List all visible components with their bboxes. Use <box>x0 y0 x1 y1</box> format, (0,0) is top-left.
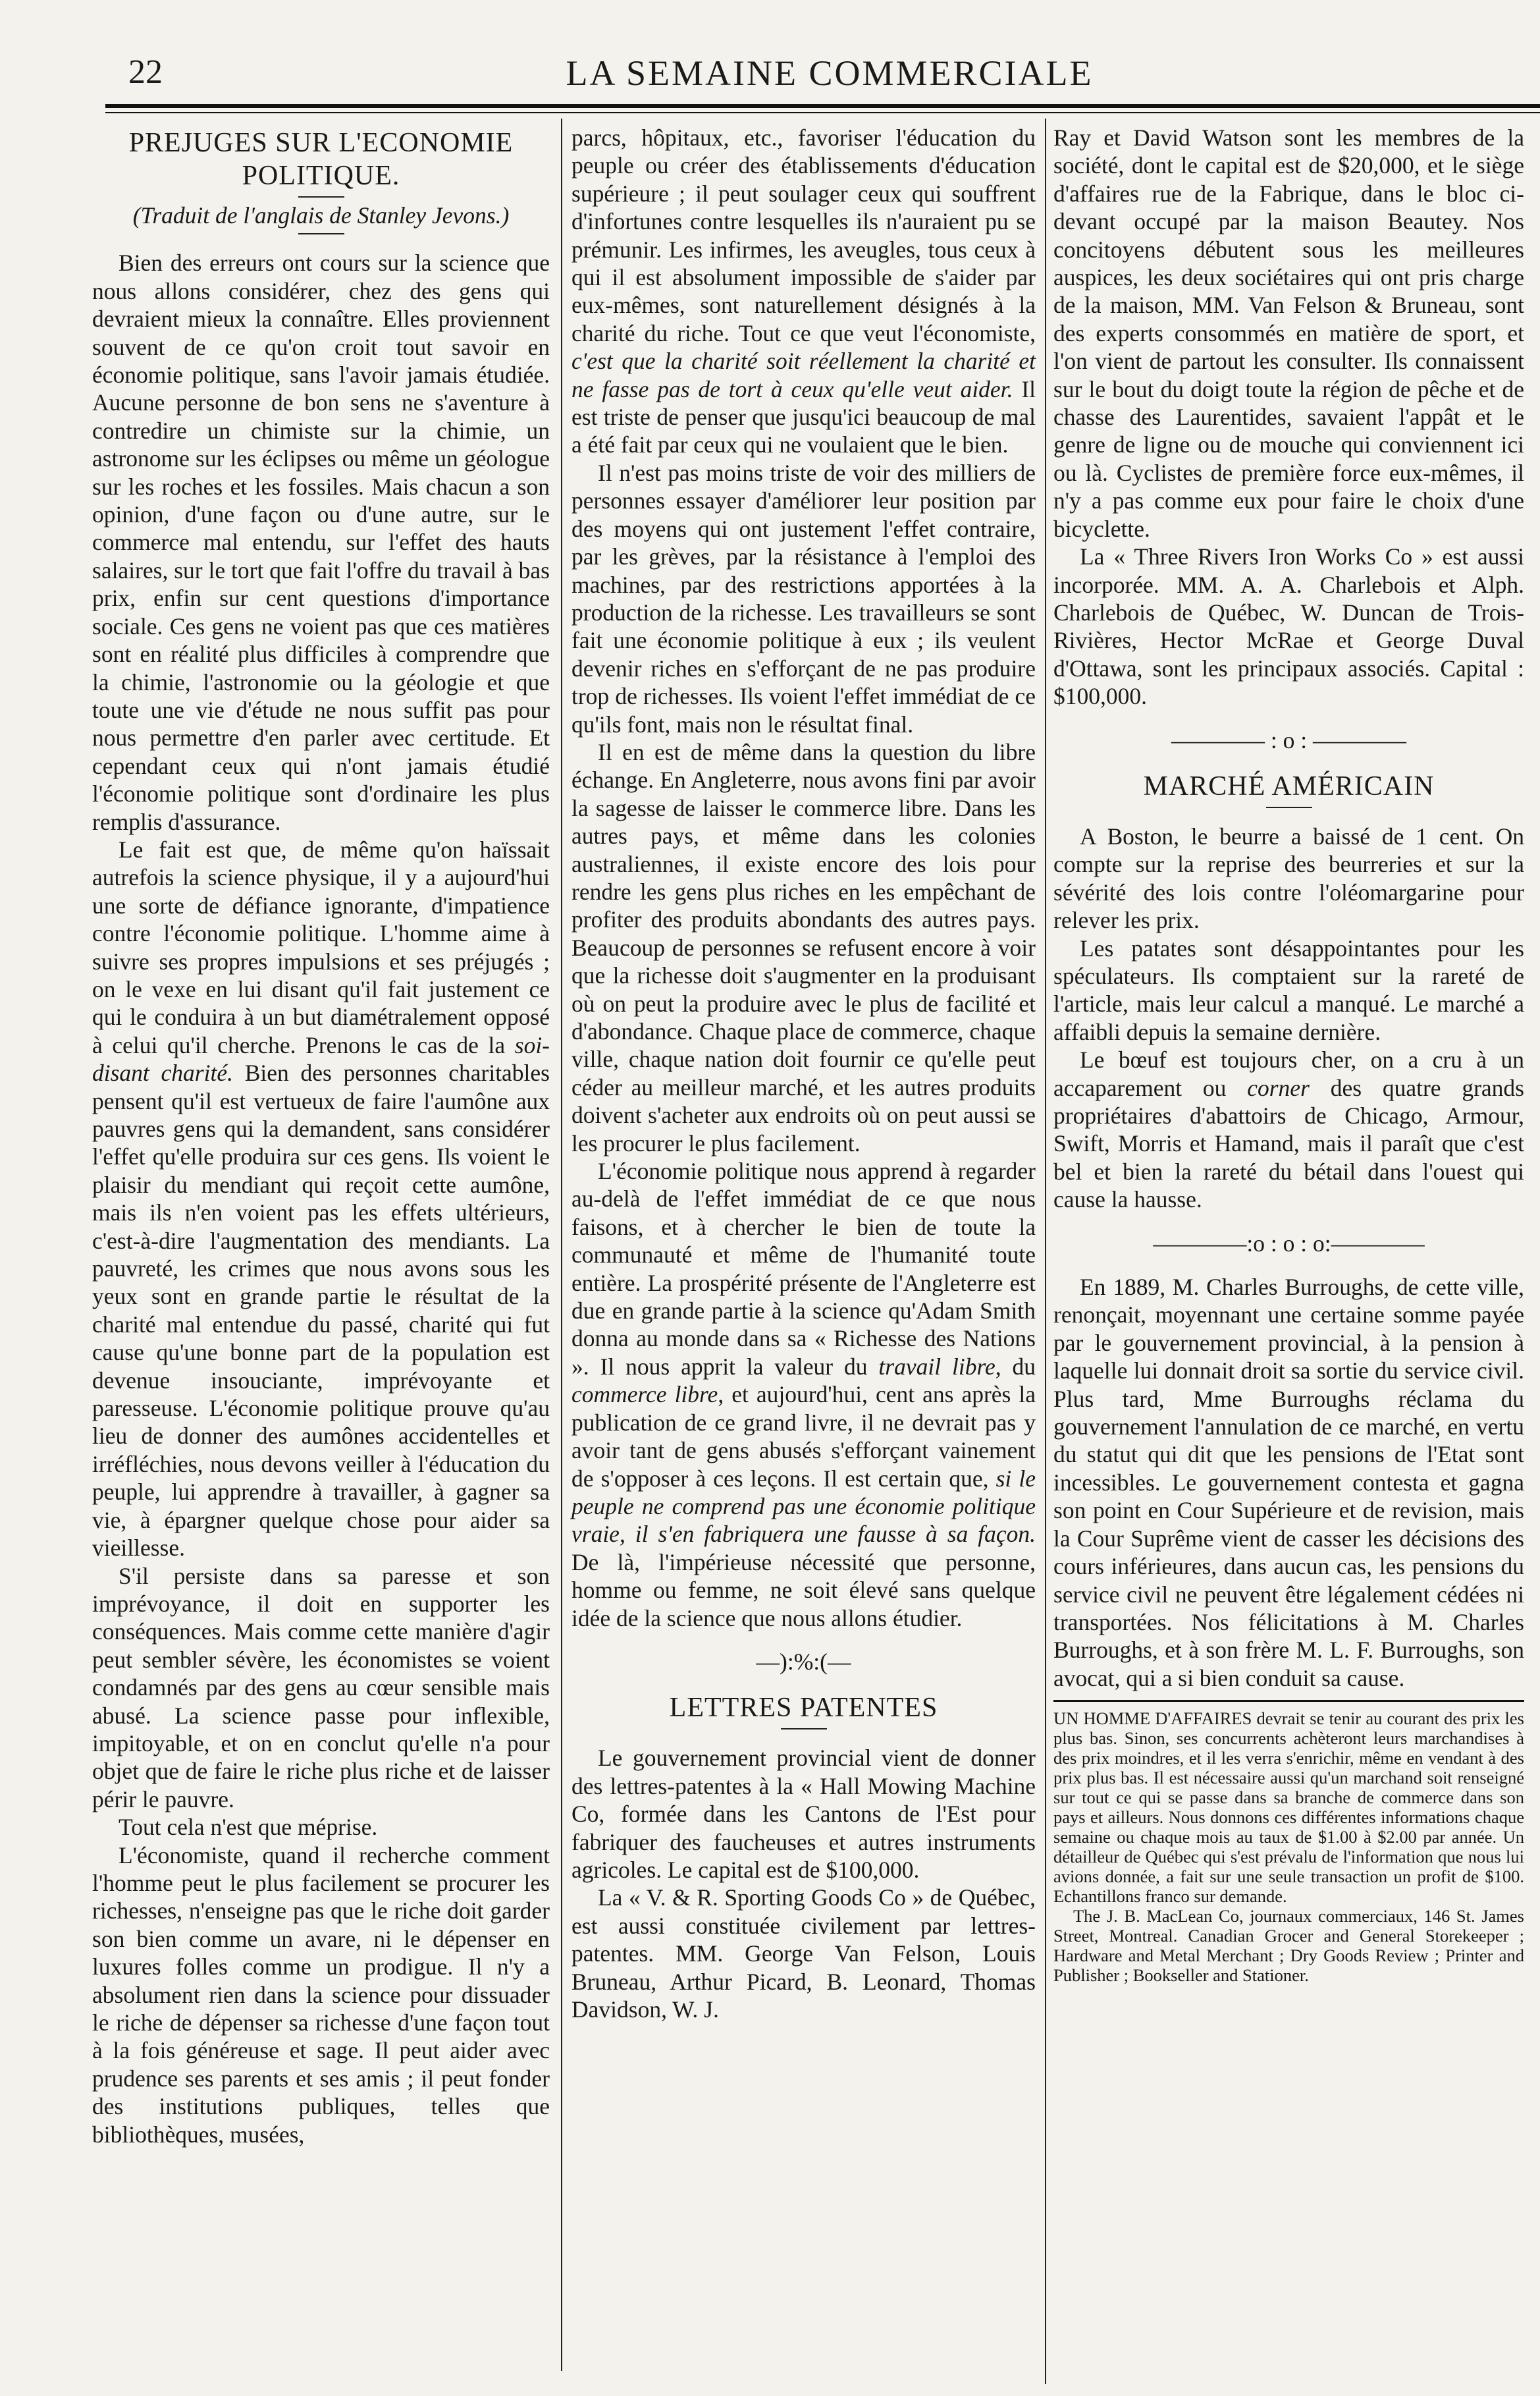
masthead-rule <box>105 104 1540 108</box>
section-separator: ————:o : o : o:———— <box>1153 1230 1425 1257</box>
article-source: (Traduit de l'anglais de Stanley Jevons.) <box>132 202 510 229</box>
paragraph: Ray et David Watson sont les membres de la société, dont le capital est de $20,000, et le siège d'affaires rue de la Fabrique, dans le bloc ci-devant occupé par la maison Beautey. Nos concitoyens débutent sous les meilleures auspices, les deux sociétaires qui ont pris charge de la maison, MM. Van Felson & Bruneau, sont des experts consommés en matière de sport, et l'on vient de partout les consulter. Ils connaissent sur le bout du doigt toute la région de pêche et de chasse des Laurentides, savaient l'appât et le genre de ligne ou de mouche qui conviennent ici ou là. Cyclistes de première force eux-mêmes, il n'y a pas comme eux pour faire le choix d'une bicyclette. <box>1053 124 1524 542</box>
paragraph: En 1889, M. Charles Burroughs, de cette ville, renonçait, moyennant une certaine somme payée par le gouvernement provincial, à la pension à laquelle lui donnait droit sa sortie du service civil. Plus tard, Mme Burroughs réclama du gouvernement l'annulation de ce marché, en vertu du statut qui dit que les pensions de l'Etat sont incessibles. Le gouvernement contesta et gagna son point en Cour Supérieure et de revision, mais la Cour Suprême vient de casser les décisions des cours inférieures, dans aucun cas, les pensions du service civil ne peuvent être légalement cédées ni transportées. Nos félicitations à M. Charles Burroughs, et à son frère M. L. F. Burroughs, son avocat, qui a si bien conduit sa cause. <box>1053 1274 1524 1691</box>
ad-paragraph: UN HOMME D'AFFAIRES devrait se tenir au courant des prix les plus bas. Sinon, ses concurrents achèteront leurs marchandises à des prix moindres, et il les verra s'enrichir, même en vendant à des prix plus bas. Il est nécessaire aussi qu'un marchand soit renseigné sur tout ce qui se passe dans sa branche de commerce dans son pays et ailleurs. Nous donnons ces différentes informations chaque semaine ou chaque mois au taux de $1.00 à $2.00 par année. Un détailleur de Québec qui s'est prévalu de l'information que nous lui avions donnée, a fait sur une seule transaction un profit de $100. Echantillons franco sur demande. <box>1053 1708 1524 1907</box>
page-number: 22 <box>128 53 163 91</box>
column-1 <box>92 124 550 2148</box>
section-separator: ———— : o : ———— <box>1171 726 1406 753</box>
article-heading-marche-americain: MARCHÉ AMÉRICAIN <box>1143 771 1435 802</box>
masthead-rule-thin <box>105 112 1540 113</box>
paragraph: Les patates sont désappointantes pour les spéculateurs. Ils comptaient sur la rareté de l'article, mais leur calcul a manqué. Le marché a affaibli depuis la semaine dernière. <box>1053 935 1524 1045</box>
paragraph: parcs, hôpitaux, etc., favoriser l'éducation du peuple ou créer des établissements d'éducation supérieure ; il peut soulager ceux qui souffrent d'infortunes contre lesquelles ils n'auraient pu se prémunir. Les infirmes, les aveugles, tous ceux à qui il est absolument impossible de s'aider par eux-mêmes, sont naturellement désignés à la charité du riche. Tout ce que veut l'économiste, c'est que la charité soit réellement la charité et ne fasse pas de tort à ceux qu'elle veut aider. Il est triste de penser que jusqu'ici beaucoup de mal a été fait par ceux qui ne voulaient que le bien. <box>571 124 1036 458</box>
column-divider-1 <box>561 119 562 2371</box>
column-divider-2 <box>1045 119 1046 2384</box>
paragraph: La « Three Rivers Iron Works Co » est aussi incorporée. MM. A. A. Charlebois et Alph. Charlebois de Québec, W. Duncan de Trois-Rivières, Hector McRae et George Duval d'Ottawa, sont les principaux associés. Capital : $100,000. <box>1053 543 1524 710</box>
paragraph: Il n'est pas moins triste de voir des milliers de personnes essayer d'améliorer leur position par des moyens qui ont justement l'effet contraire, par les grèves, par la résistance à l'emploi des machines, par des restrictions apportées à la production de la richesse. Les travailleurs se sont fait une économie politique à eux ; ils veulent devenir riches en s'efforçant de ne pas produire trop de richesses. Ils voient l'effet immédiat de ce qu'ils font, mais non le résultat final. <box>571 459 1036 738</box>
short-rule <box>298 196 344 198</box>
masthead <box>128 53 1531 105</box>
paragraph: Il en est de même dans la question du libre échange. En Angleterre, nous avons fini par avoir la sagesse de laisser le commerce libre. Dans les autres pays, et même dans les colonies australiennes, il existe encore des lois pour rendre les gens plus riches en les empêchant de profiter des produits abondants des autres pays. Beaucoup de personnes se refusent encore à voir que la richesse doit s'augmenter en la produisant où on peut la produire avec le plus de facilité et d'abondance. Chaque place de commerce, chaque ville, chaque nation doit fournir ce qu'elle peut céder au meilleur marché, et les autres produits doivent s'acheter aux endroits où on peut aussi se les procurer le plus facilement. <box>571 738 1036 1157</box>
paragraph: Bien des erreurs ont cours sur la science que nous allons considérer, chez des gens qui devraient mieux la connaître. Elles proviennent souvent de ce qu'on croit tout savoir en économie politique, sans l'avoir jamais étudiée. Aucune personne de bon sens ne s'aventure à contredire un chimiste sur la chimie, un astronome sur les éclipses ou même un géologue sur les roches et les fossiles. Mais chacun a son opinion, d'une façon ou d'une autre, sur le commerce mal entendu, sur l'effet des hauts salaires, sur le tort que fait l'offre du travail à bas prix, enfin sur cent questions d'importance sociale. Ces gens ne voient pas que ces matières sont en réalité plus difficiles à comprendre que la chimie, l'astronomie ou la géologie et que toute une vie d'étude ne nous suffit pas pour nous permettre d'en parler avec certitude. Et cependant ceux qui n'ont jamais étudié l'économie politique sont d'ordinaire les plus remplis d'assurance. <box>92 250 550 835</box>
paragraph: L'économiste, quand il recherche comment l'homme peut le plus facilement se procurer les richesses, n'enseigne pas que le riche doit garder son bien comme un avare, ni le dépenser en luxures folles comme un prodigue. Il n'y a absolument rien dans la science pour dissuader le riche de dépenser sa richesse d'une façon tout à la fois généreuse et sage. Il peut aider avec prudence ses parents et ses amis ; il peut fonder des institutions publiques, telles que bibliothèques, musées, <box>92 1841 550 2148</box>
paragraph: Le bœuf est toujours cher, on a cru à un accaparement ou corner des quatre grands propriétaires d'abattoirs de Chicago, Armour, Swift, Morris et Hamand, mais il paraît que c'est bel et bien la rareté du bétail dans l'ouest qui cause la hausse. <box>1053 1047 1524 1213</box>
paragraph: La « V. & R. Sporting Goods Co » de Québec, est aussi constituée civilement par lettres-patentes. MM. George Van Felson, Louis Bruneau, Arthur Picard, B. Leonard, Thomas Davidson, W. J. <box>571 1884 1036 2023</box>
short-rule <box>298 233 344 234</box>
column-3 <box>1053 124 1524 1985</box>
paragraph: Le fait est que, de même qu'on haïssait autrefois la science physique, il y a aujourd'hui une sorte de défiance ignorante, d'impatience contre l'économie politique. L'homme aime à suivre ses propres impulsions et ses préjugés ; on le vexe en lui disant qu'il fait justement ce qui le conduira à un but diamétralement opposé à celui qu'il cherche. Prenons le cas de la soi-disant charité. Bien des personnes charitables pensent qu'il est vertueux de faire l'aumône aux pauvres gens qui la demandent, sans considérer l'effet qu'elle produira sur ces gens. Ils voient le plaisir du mendiant qui reçoit cette aumône, mais ils n'en voient pas les effets ultérieurs, c'est-à-dire l'augmentation des mendiants. La pauvreté, les crimes que nous avons sous les yeux sont en grande partie le résultat de la charité mal entendue du passé, charité qui fut cause qu'une bonne part de la population est devenue insouciante, imprévoyante et paresseuse. L'économie politique prouve qu'au lieu de donner des aumônes accidentelles et irréfléchies, nous devons veiller à l'éducation du peuple, lui apprendre à travailler, à gagner sa vie, à épargner quelque chose pour aider sa vieillesse. <box>92 836 550 1562</box>
column-2 <box>571 124 1036 2023</box>
ornament-separator: —):%:(— <box>756 1648 851 1675</box>
ad-paragraph: The J. B. MacLean Co, journaux commerciaux, 146 St. James Street, Montreal. Canadian Grocer and General Storekeeper ; Hardware and Metal Merchant ; Dry Goods Review ; Printer and Publisher ; Bookseller and Stationer. <box>1053 1906 1524 1986</box>
advertisement <box>1053 1700 1524 1985</box>
paragraph: S'il persiste dans sa paresse et son imprévoyance, il doit en supporter les conséquences. Mais comme cette manière d'agir peut sembler sévère, les économistes se voient condamnés par des gens au cœur sensible mais abusé. La science passe pour inflexible, impitoyable, et on en conclut qu'elle n'a pour objet que de faire le riche plus riche et de laisser périr le pauvre. <box>92 1562 550 1812</box>
paragraph: L'économie politique nous apprend à regarder au-delà de l'effet immédiat de ce que nous faisons, et à chercher le bien de toute la communauté et même de l'humanité toute entière. La prospérité présente de l'Angleterre est due en grande partie à la science qu'Adam Smith donna au monde dans sa « Richesse des Nations ». Il nous apprit la valeur du travail libre, du commerce libre, et aujourd'hui, cent ans après la publication de ce grand livre, il ne devrait pas y avoir tant de gens abusés s'efforçant vainement de s'opposer à ces leçons. Il est certain que, si le peuple ne comprend pas une économie politique vraie, il s'en fabriquera une fausse à sa façon. De là, l'impérieuse nécessité que personne, homme ou femme, ne soit élevé sans quelque idée de la science que nous allons étudier. <box>571 1158 1036 1631</box>
article-heading-prejuges: PREJUGES SUR L'ECONOMIE POLITIQUE. <box>128 128 514 191</box>
paragraph: Le gouvernement provincial vient de donner des lettres-patentes à la « Hall Mowing Machine Co, formée dans les Cantons de l'Est pour fabriquer des faucheuses et autres instruments agricoles. Le capital est de $100,000. <box>571 1745 1036 1883</box>
short-rule <box>1266 807 1312 808</box>
paragraph: A Boston, le beurre a baissé de 1 cent. On compte sur la reprise des beurreries et sur la sévérité des lois contre l'oléomargarine pour relever les prix. <box>1053 823 1524 934</box>
article-heading-lettres-patentes: LETTRES PATENTES <box>669 1693 938 1724</box>
short-rule <box>781 1728 827 1729</box>
newspaper-title: LA SEMAINE COMMERCIALE <box>566 53 1094 93</box>
paragraph: Tout cela n'est que méprise. <box>119 1814 378 1841</box>
